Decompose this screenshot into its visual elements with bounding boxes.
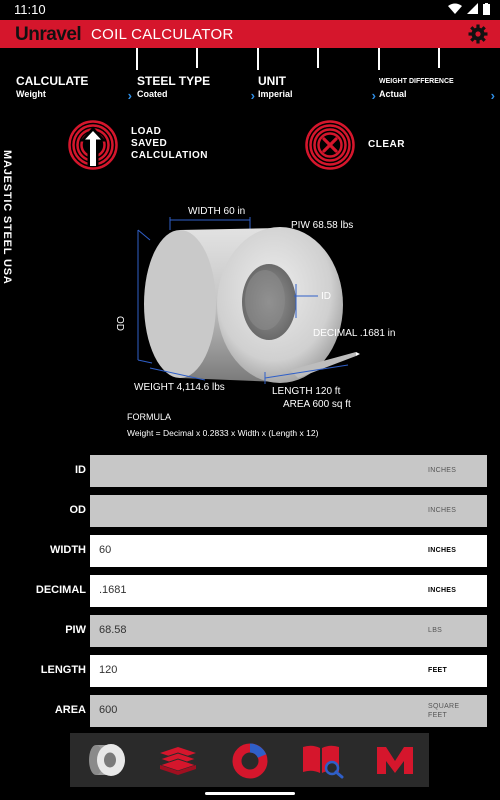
id-field[interactable]: [90, 455, 487, 487]
load-label-line2: SAVED: [131, 138, 168, 149]
decimal-field[interactable]: [90, 575, 487, 607]
clear-button[interactable]: [305, 120, 415, 170]
tab-divider: [378, 48, 380, 70]
sheets-icon: [156, 743, 200, 777]
row-label: LENGTH: [40, 664, 86, 676]
divider: [196, 48, 198, 68]
unit-label: [428, 702, 459, 720]
row-label: DECIMAL: [35, 584, 86, 596]
diagram-id: ID: [321, 291, 331, 302]
piw-field[interactable]: [90, 615, 487, 647]
diagram-od: OD: [114, 316, 125, 331]
chevron-right-icon: ›: [490, 88, 495, 103]
wifi-icon: [448, 3, 462, 15]
tab-label: CALCULATE: [16, 74, 89, 88]
load-saved-calculation-button[interactable]: [68, 120, 228, 170]
chevron-right-icon: ›: [250, 88, 255, 103]
nav-sheets[interactable]: [142, 733, 214, 787]
unit-line1: SQUARE: [428, 703, 460, 710]
row-width: [0, 535, 500, 567]
row-piw: [0, 615, 500, 647]
upload-icon: [68, 120, 118, 170]
nav-coil-calculator[interactable]: [70, 733, 142, 787]
nav-reference-search[interactable]: [286, 733, 358, 787]
options-bar: [0, 48, 500, 108]
diagram-weight: WEIGHT 4,114.6 lbs: [134, 382, 225, 393]
brand-text: MAJESTIC STEEL USA: [1, 150, 13, 285]
majestic-logo-icon: [375, 744, 415, 776]
row-label: ID: [75, 464, 86, 476]
unit-label: INCHES: [428, 587, 457, 594]
tab-weight-difference[interactable]: [378, 48, 495, 108]
row-length: [0, 655, 500, 687]
nav-majestic-home[interactable]: [358, 733, 430, 787]
row-area: [0, 695, 500, 727]
length-field[interactable]: [90, 655, 487, 687]
row-od: [0, 495, 500, 527]
unit-line2: FEET: [428, 712, 448, 719]
row-decimal: [0, 575, 500, 607]
app-bar: [0, 20, 500, 48]
gear-icon[interactable]: [468, 24, 488, 44]
tab-steel-type[interactable]: [136, 48, 255, 108]
tab-label: WEIGHT DIFFERENCE: [379, 78, 454, 85]
home-indicator: [205, 792, 295, 795]
field-value: .1681: [99, 584, 127, 596]
status-time: 11:10: [14, 2, 46, 17]
app-title: COIL CALCULATOR: [91, 26, 234, 43]
area-field[interactable]: [90, 695, 487, 727]
field-value: 600: [99, 704, 118, 716]
tab-value: Actual: [379, 89, 407, 99]
book-search-icon: [300, 743, 346, 779]
tab-value: Weight: [16, 89, 46, 99]
formula-title: FORMULA: [127, 412, 172, 422]
ring-icon: [231, 742, 269, 780]
tab-value: Imperial: [258, 89, 293, 99]
brand-logo: Unravel: [15, 24, 82, 45]
tab-calculate[interactable]: [16, 48, 132, 108]
diagram-piw: PIW 68.58 lbs: [291, 220, 354, 231]
unit-label: INCHES: [428, 547, 457, 554]
status-bar: [0, 0, 500, 20]
tab-label: STEEL TYPE: [137, 74, 211, 88]
od-field[interactable]: [90, 495, 487, 527]
tab-divider: [257, 48, 259, 70]
row-label: PIW: [65, 624, 86, 636]
tab-unit[interactable]: [257, 48, 376, 108]
divider: [438, 48, 440, 68]
vertical-brand: [0, 150, 19, 290]
bottom-navigation: [70, 733, 429, 787]
diagram-decimal: DECIMAL .1681 in: [313, 328, 396, 339]
diagram-width: WIDTH 60 in: [188, 206, 246, 217]
status-icons: [448, 3, 490, 15]
unit-label: LBS: [428, 627, 443, 634]
field-value: 60: [99, 544, 112, 556]
coil-icon: [86, 741, 128, 779]
formula-text: Weight = Decimal x 0.2833 x Width x (Length x 12): [127, 428, 319, 438]
row-label: OD: [69, 504, 86, 516]
diagram-length: LENGTH 120 ft: [272, 386, 341, 397]
nav-weight-ring[interactable]: [214, 733, 286, 787]
battery-icon: [483, 3, 490, 15]
unit-label: INCHES: [428, 467, 457, 474]
unit-label: FEET: [428, 667, 448, 674]
coil-diagram: [114, 200, 400, 420]
diagram-area: AREA 600 sq ft: [283, 399, 351, 410]
chevron-right-icon: ›: [127, 88, 132, 103]
row-label: WIDTH: [49, 544, 86, 556]
field-value: 120: [99, 664, 118, 676]
load-label-line3: CALCULATION: [131, 150, 208, 161]
tab-value: Coated: [137, 89, 168, 99]
clear-icon: [305, 120, 355, 170]
chevron-right-icon: ›: [371, 88, 376, 103]
row-id: [0, 455, 500, 487]
row-label: AREA: [54, 704, 86, 716]
unit-label: INCHES: [428, 507, 457, 514]
tab-divider: [136, 48, 138, 70]
width-field[interactable]: [90, 535, 487, 567]
load-label-line1: LOAD: [131, 126, 162, 137]
divider: [317, 48, 319, 68]
tab-label: UNIT: [258, 74, 286, 88]
field-value: 68.58: [99, 624, 127, 636]
signal-icon: [467, 3, 478, 15]
clear-label: CLEAR: [368, 139, 405, 150]
